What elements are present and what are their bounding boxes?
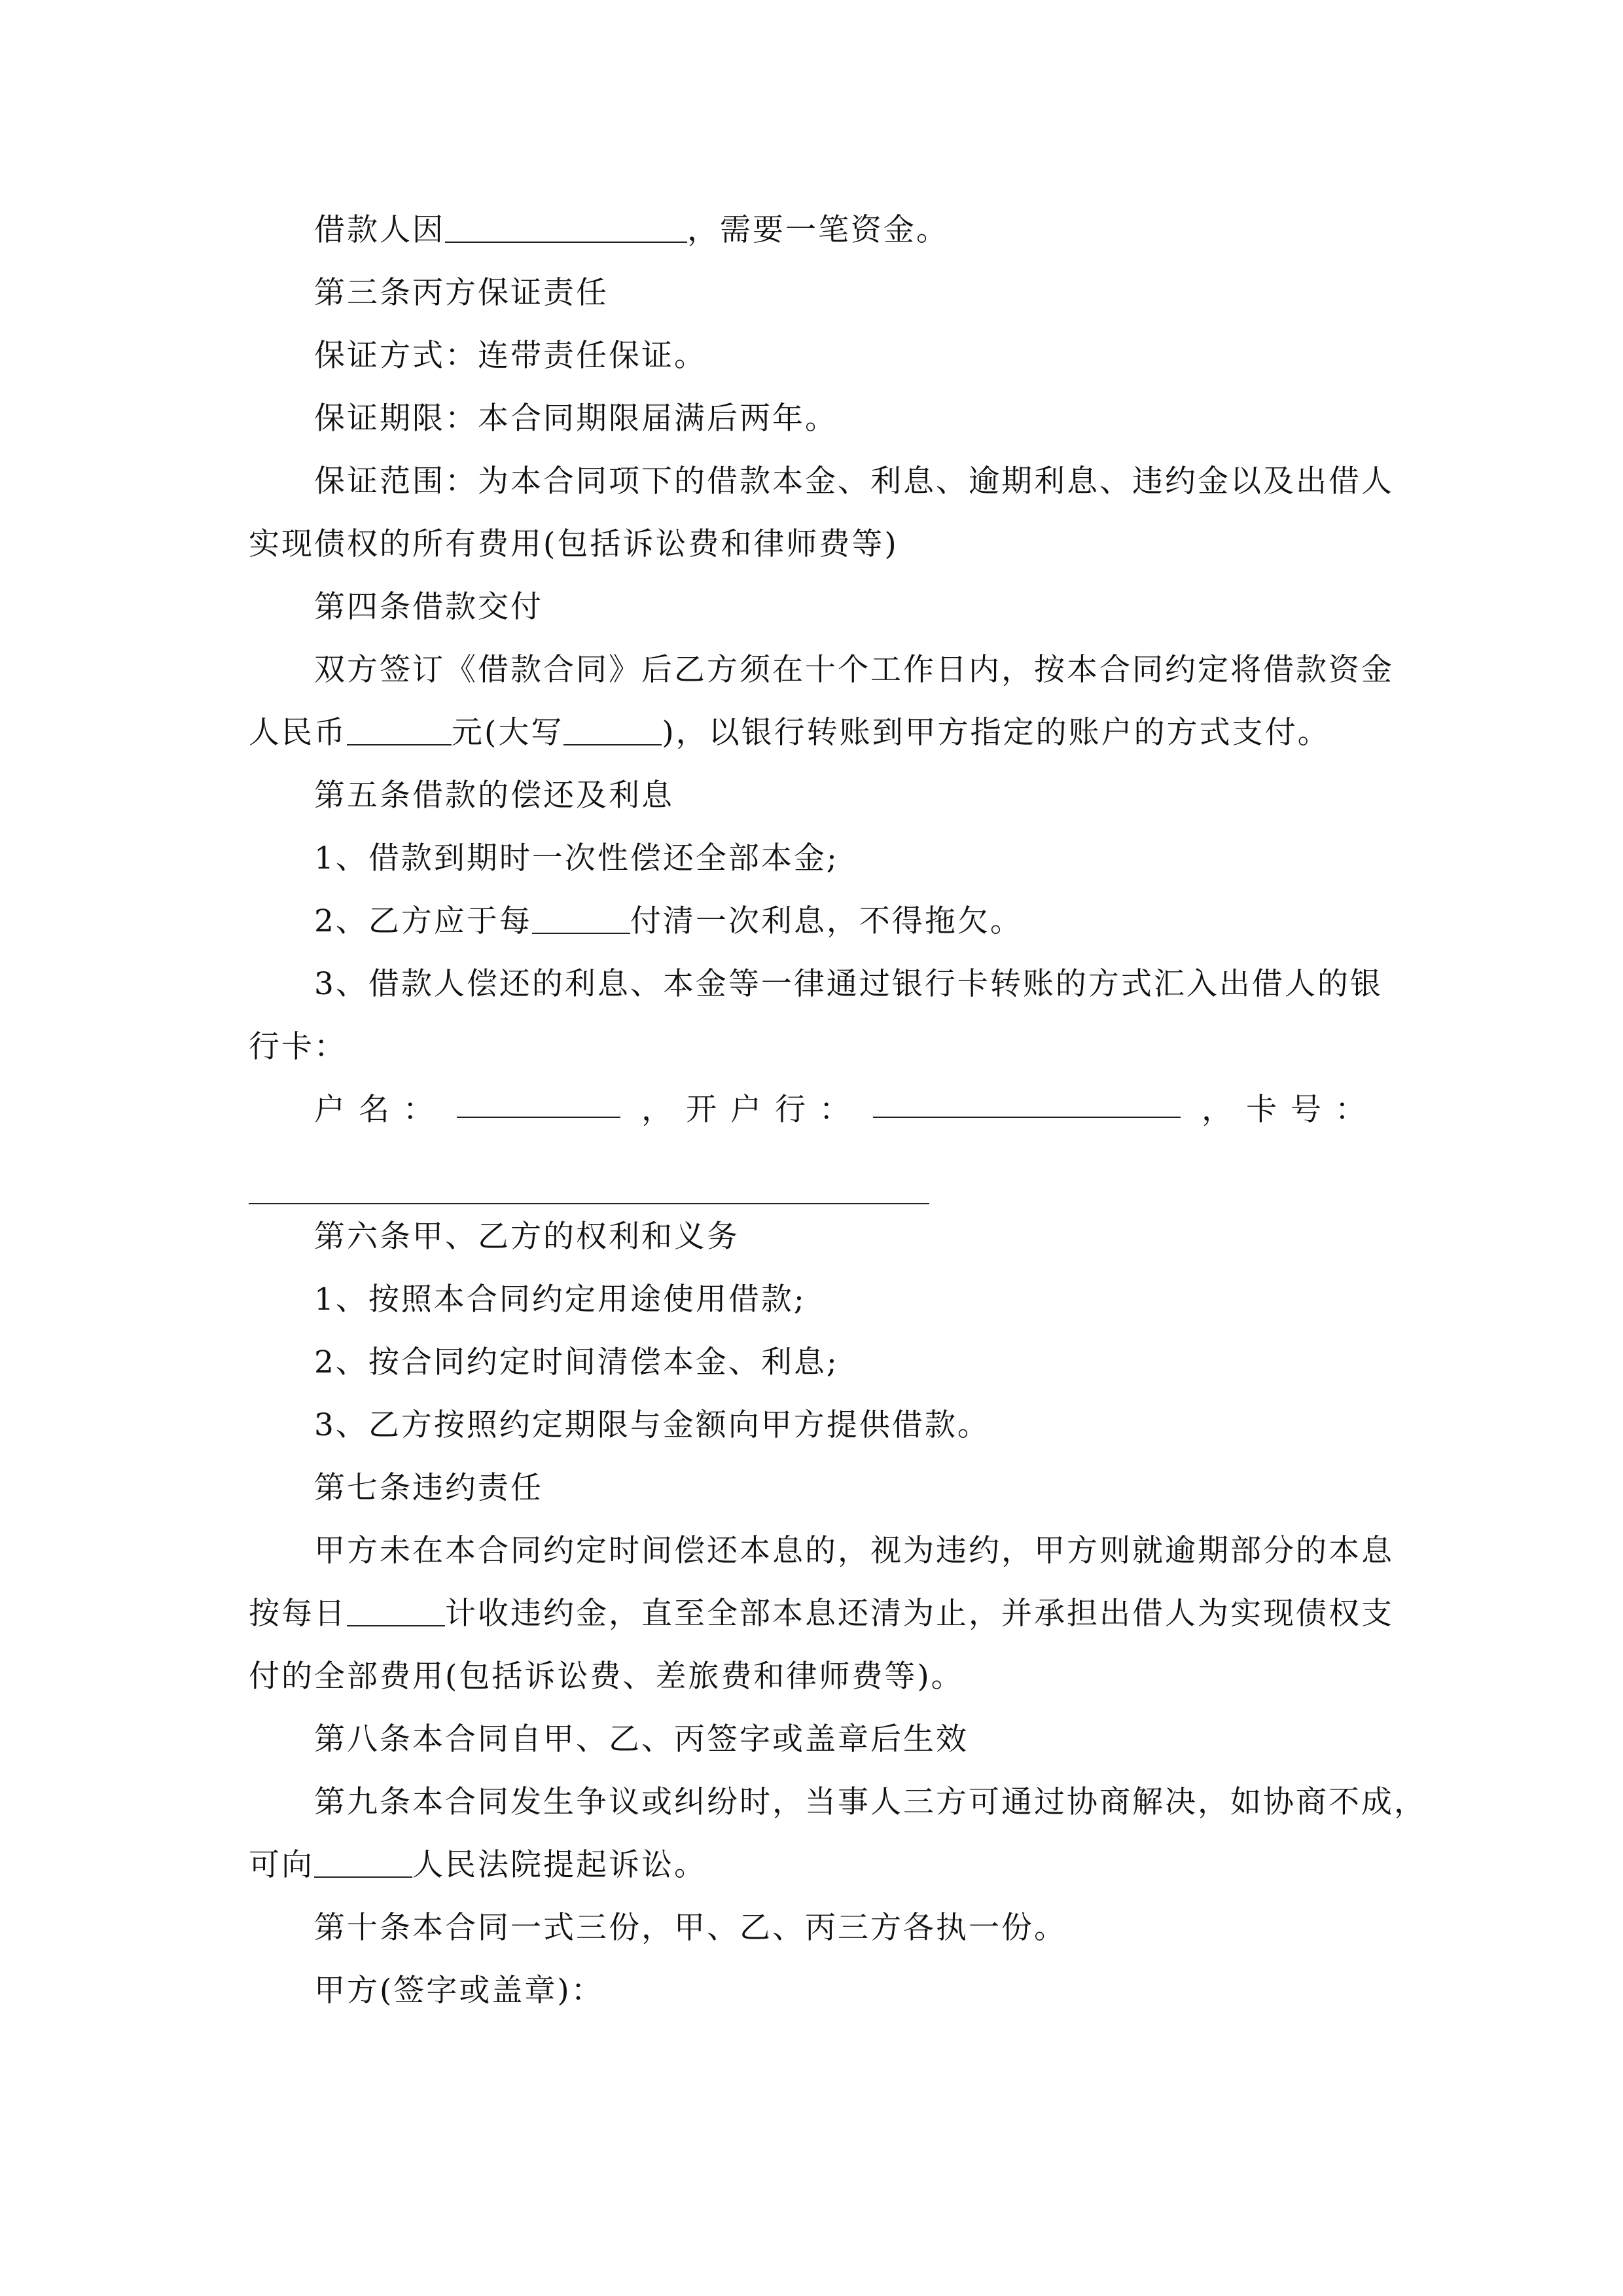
repayment-item-2: 2、乙方应于每 付清一次利息，不得拖欠。 [314,903,1023,939]
article-9-line1: 第九条本合同发生争议或纠纷时，当事人三方可通过协商解决，如协商不成， [314,1784,1427,1820]
obligation-item-1: 1、按照本合同约定用途使用借款; [314,1282,806,1318]
breach-line3: 付的全部费用(包括诉讼费、差旅费和律师费等)。 [249,1659,964,1695]
article-6-heading: 第六条甲、乙方的权利和义务 [314,1219,740,1255]
court-blank [314,1850,412,1878]
loan-delivery-line1: 双方签订《借款合同》后乙方须在十个工作日内，按本合同约定将借款资金 [314,652,1394,688]
bank-name-blank [873,1090,1181,1118]
bank-account-line: 户 名 ： ， 开 户 行 ： ， 卡 号 ： [314,1092,1368,1128]
article-5-heading: 第五条借款的偿还及利息 [314,778,674,814]
account-name-blank [457,1090,620,1118]
obligation-item-3: 3、乙方按照约定期限与金额向甲方提供借款。 [314,1407,990,1443]
article-8: 第八条本合同自甲、乙、丙签字或盖章后生效 [314,1721,969,1757]
breach-line1: 甲方未在本合同约定时间偿还本息的，视为违约，甲方则就逾期部分的本息 [314,1533,1394,1569]
penalty-rate-blank [347,1599,445,1626]
card-number-blank [249,1203,929,1204]
guarantee-period: 保证期限：本合同期限届满后两年。 [314,401,838,437]
repayment-item-1: 1、借款到期时一次性偿还全部本金; [314,840,839,876]
guarantee-method: 保证方式：连带责任保证。 [314,338,707,374]
purpose-blank [445,215,687,243]
article-7-heading: 第七条违约责任 [314,1470,543,1506]
party-a-signature: 甲方(签字或盖章)： [314,1973,604,2009]
breach-line2: 按每日 计收违约金，直至全部本息还清为止，并承担出借人为实现债权支 [249,1596,1394,1632]
article-3-heading: 第三条丙方保证责任 [314,275,609,311]
repayment-item-3-line2: 行卡： [249,1029,347,1065]
article-9-line2: 可向 人民法院提起诉讼。 [249,1847,707,1883]
interest-period-blank [532,906,630,934]
guarantee-scope-line2: 实现债权的所有费用(包括诉讼费和律师费等) [249,526,899,562]
amount-blank [347,718,452,745]
obligation-item-2: 2、按合同约定时间清偿本金、利息; [314,1344,839,1380]
amount-capital-blank [563,718,662,745]
article-10: 第十条本合同一式三份，甲、乙、丙三方各执一份。 [314,1910,1067,1946]
paragraph-borrower-purpose: 借款人因 ，需要一笔资金。 [314,212,949,248]
repayment-item-3-line1: 3、借款人偿还的利息、本金等一律通过银行卡转账的方式汇入出借人的银 [314,966,1383,1002]
loan-delivery-line2: 人民币 元(大写 )，以银行转账到甲方指定的账户的方式支付。 [249,715,1330,751]
guarantee-scope-line1: 保证范围：为本合同项下的借款本金、利息、逾期利息、违约金以及出借人 [314,463,1394,499]
article-4-heading: 第四条借款交付 [314,589,543,625]
